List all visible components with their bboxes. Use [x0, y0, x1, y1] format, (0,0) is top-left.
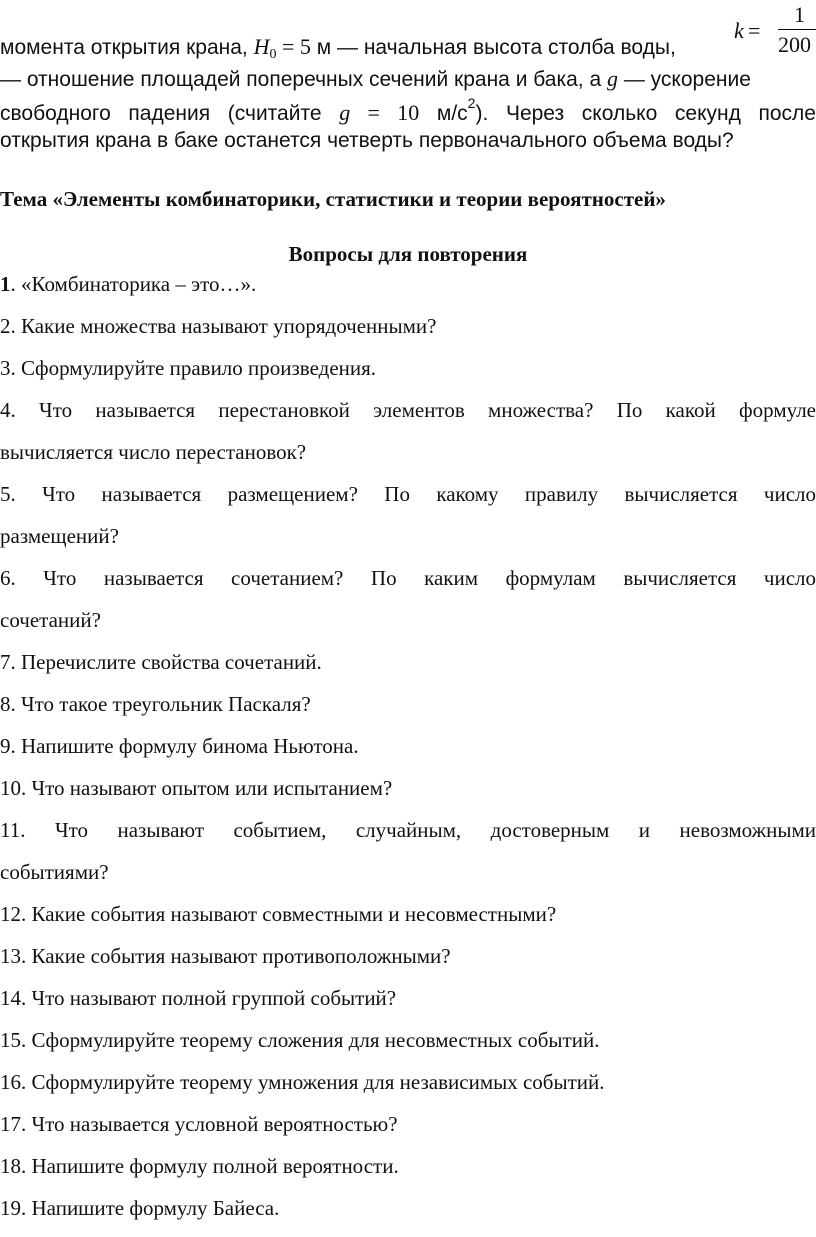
question-7 [0, 649, 816, 675]
question-number: 6. [0, 566, 16, 590]
question-text: Какие множества называют упорядоченными? [15, 314, 437, 338]
question-number: 14. [0, 986, 27, 1010]
question-text: . «Комбинаторика – это…». [10, 272, 257, 296]
question-15 [0, 1027, 816, 1053]
question-text: вычисляется число перестановок? [0, 440, 307, 464]
question-number: 11. [0, 818, 26, 842]
h0-formula: $H_0 = 5$ [253, 34, 311, 62]
question-10 [0, 775, 816, 801]
question-text: Что называется перестановкой элементов множества? По какой формуле [15, 398, 816, 422]
question-17 [0, 1111, 816, 1137]
g-unit-exponent: 2 [467, 95, 476, 111]
question-number: 19. [0, 1196, 27, 1220]
question-11-continuation [0, 859, 816, 885]
question-number: 9. [0, 734, 16, 758]
g-unit: м/с [419, 102, 468, 125]
section-title [0, 241, 816, 267]
intro-line-3 [0, 95, 816, 128]
question-text: Что называется размещением? По какому правилу вычисляется число [15, 482, 816, 506]
question-6 [0, 565, 816, 591]
k-variable: k [734, 18, 744, 43]
question-text: Что такое треугольник Паскаля? [15, 692, 311, 716]
question-8 [0, 691, 816, 717]
question-text: Что называется условной вероятностью? [26, 1112, 398, 1136]
intro-text: м — начальная высота столба воды, [310, 36, 676, 59]
question-6-continuation [0, 607, 816, 633]
question-text: Что называется сочетанием? По каким формулам вычисляется число [15, 566, 816, 590]
question-14 [0, 985, 816, 1011]
topic-title [0, 186, 816, 212]
question-text: Сформулируйте теорему сложения для несовместных событий. [26, 1028, 600, 1052]
k-equals: = [748, 18, 761, 43]
question-number: 4. [0, 398, 16, 422]
intro-line-4 [0, 128, 816, 154]
question-13 [0, 943, 816, 969]
question-number: 3. [0, 356, 16, 380]
k-fraction-formula [732, 0, 816, 60]
question-number: 2. [0, 314, 16, 338]
question-number: 10. [0, 776, 27, 800]
intro-line-2 [0, 66, 816, 93]
question-4-continuation [0, 439, 816, 465]
question-18 [0, 1153, 816, 1179]
question-number: 17. [0, 1112, 27, 1136]
question-number: 1 [0, 272, 11, 296]
question-text: Напишите формулу Байеса. [26, 1196, 280, 1220]
question-number: 5. [0, 482, 16, 506]
intro-line-1 [0, 34, 816, 68]
intro-text: — отношение площадей поперечных сечений крана и бака, а [0, 68, 607, 91]
question-2 [0, 313, 816, 339]
question-text: Напишите формулу полной вероятности. [26, 1154, 399, 1178]
question-text: Напишите формулу бинома Ньютона. [15, 734, 359, 758]
question-text: Сформулируйте правило произведения. [15, 356, 377, 380]
topic-title-text: Тема «Элементы комбинаторики, статистики и теории вероятностей» [0, 187, 666, 211]
question-number: 15. [0, 1028, 27, 1052]
question-19 [0, 1195, 816, 1221]
question-9 [0, 733, 816, 759]
question-12 [0, 901, 816, 927]
fraction-bar [778, 29, 816, 30]
question-number: 12. [0, 902, 27, 926]
question-text: Что называют полной группой событий? [26, 986, 397, 1010]
question-text: размещений? [0, 524, 119, 548]
question-text: Что называют опытом или испытанием? [26, 776, 393, 800]
k-numerator: 1 [794, 2, 805, 27]
question-number: 7. [0, 650, 16, 674]
intro-text: свободного падения (считайте [0, 102, 340, 125]
question-3 [0, 355, 816, 381]
question-1 [0, 271, 816, 297]
intro-text: ). Через сколько секунд после [475, 102, 816, 125]
question-number: 16. [0, 1070, 27, 1094]
question-number: 8. [0, 692, 16, 716]
question-11 [0, 817, 816, 843]
g-variable: g [607, 66, 618, 91]
intro-text: — ускорение [618, 68, 751, 91]
question-text: событиями? [0, 860, 109, 884]
question-text: Какие события называют совместными и несовместными? [26, 902, 557, 926]
question-text: Перечислите свойства сочетаний. [15, 650, 322, 674]
g-formula: g = 10 [339, 100, 420, 125]
question-text: Что называют событием, случайным, достоверным и невозможными [25, 818, 816, 842]
question-5-continuation [0, 523, 816, 549]
question-text: Какие события называют противоположными? [26, 944, 451, 968]
question-4 [0, 397, 816, 423]
question-number: 18. [0, 1154, 27, 1178]
k-denominator: 200 [778, 32, 811, 57]
question-text: Сформулируйте теорему умножения для независимых событий. [26, 1070, 605, 1094]
question-5 [0, 481, 816, 507]
question-number: 13. [0, 944, 27, 968]
question-text: сочетаний? [0, 608, 101, 632]
question-16 [0, 1069, 816, 1095]
intro-text: момента открытия крана, [0, 36, 254, 59]
section-title-text: Вопросы для повторения [288, 242, 528, 266]
intro-text: открытия крана в баке останется четверть первоначального объема воды? [0, 129, 734, 152]
